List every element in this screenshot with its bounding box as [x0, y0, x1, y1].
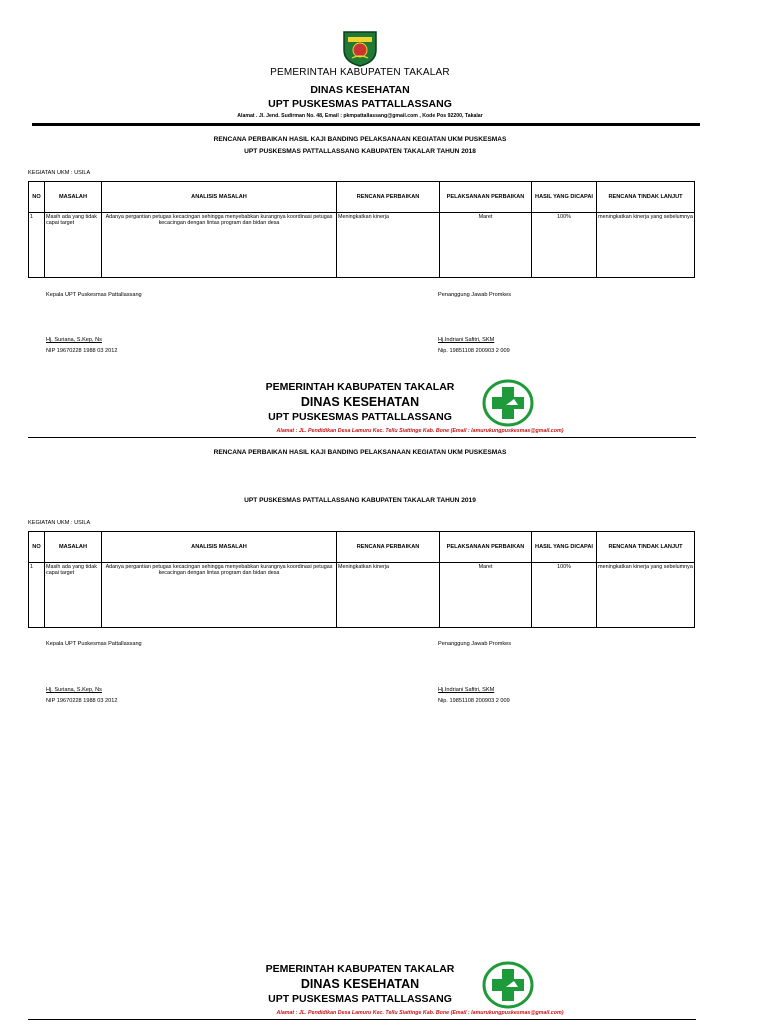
section2-kegiatan: KEGIATAN UKM : USILA	[28, 520, 91, 526]
col-pelaksanaan: PELAKSANAAN PERBAIKAN	[440, 532, 532, 563]
section1-left-name: Hj. Suriana, S.Kep, Ns	[46, 337, 102, 343]
header2-address: Alamat : JL. Pendidikan Desa Lamuru Kec. Tellu Siattinge Kab. Bone (Email : lamurukungpuskesmas@gmail.com)	[276, 428, 564, 434]
section1-title: RENCANA PERBAIKAN HASIL KAJI BANDING PELAKSANAAN KEGIATAN UKM PUSKESMAS	[213, 136, 507, 143]
cell-tindak: meningkatkan kinerja yang sebelumnya	[597, 213, 695, 278]
section2-right-nip: Nip. 19851108 200903 2 009	[438, 698, 510, 704]
col-no: NO	[29, 182, 45, 213]
cell-masalah: Masih ada yang tidak capai target	[45, 563, 102, 628]
header3-rule	[28, 1019, 696, 1020]
header1-government: PEMERINTAH KABUPATEN TAKALAR	[270, 67, 450, 78]
header2-government: PEMERINTAH KABUPATEN TAKALAR	[265, 381, 455, 393]
section2-left-nip: NIP 19670228 1988 03 2012	[46, 698, 118, 704]
col-hasil: HASIL YANG DICAPAI	[532, 182, 597, 213]
section1-subtitle: UPT PUSKESMAS PATTALLASSANG KABUPATEN TAKALAR TAHUN 2018	[244, 148, 476, 155]
col-rencana: RENCANA PERBAIKAN	[337, 532, 440, 563]
section2-left-name: Hj. Suriana, S.Kep, Ns	[46, 687, 102, 693]
table-row	[29, 563, 695, 628]
cell-rencana: Meningkatkan kinerja	[337, 213, 440, 278]
table-row	[29, 213, 695, 278]
section2-right-name: Hj.Indriani Safitri, SKM	[438, 687, 495, 693]
section1-plan-table	[28, 181, 695, 278]
section2-plan-table	[28, 531, 695, 628]
health-cross-icon	[482, 961, 534, 1009]
col-no: NO	[29, 532, 45, 563]
col-tindak: RENCANA TINDAK LANJUT	[597, 182, 695, 213]
cell-tindak: meningkatkan kinerja yang sebelumnya	[597, 563, 695, 628]
section1-right-nip: Nip. 19851108 200903 2 009	[438, 348, 510, 354]
header2-department: DINAS KESEHATAN	[300, 395, 420, 409]
section1-right-title: Penanggung Jawab Promkes	[438, 292, 512, 298]
col-pelaksanaan: PELAKSANAAN PERBAIKAN	[440, 182, 532, 213]
section2-right-title: Penanggung Jawab Promkes	[438, 641, 512, 647]
col-analisis: ANALISIS MASALAH	[102, 532, 337, 563]
header1-address: Alamat . Jl. Jend. Sudirman No. 48, Email : pkmpattallassang@gmail.com , Kode Pos 92200, Takalar	[237, 113, 483, 119]
health-cross-icon	[482, 379, 534, 427]
col-hasil: HASIL YANG DICAPAI	[532, 532, 597, 563]
header2-puskesmas: UPT PUSKESMAS PATTALLASSANG	[268, 411, 452, 423]
cell-masalah: Masih ada yang tidak capai target	[45, 213, 102, 278]
header1-rule	[32, 123, 700, 126]
cell-rencana: Meningkatkan kinerja	[337, 563, 440, 628]
cell-no: 1	[29, 563, 45, 628]
col-analisis: ANALISIS MASALAH	[102, 182, 337, 213]
section1-left-nip: NIP 19670228 1988 03 2012	[46, 348, 118, 354]
cell-analisis: Adanya pergantian petugas kecacingan sehingga menyebabkan kurangnya koordinasi petugas kecacingan dengan lintas program dan bidan desa	[102, 563, 337, 628]
header2-rule	[28, 437, 696, 438]
cell-hasil: 100%	[532, 563, 597, 628]
cell-hasil: 100%	[532, 213, 597, 278]
section2-subtitle: UPT PUSKESMAS PATTALLASSANG KABUPATEN TAKALAR TAHUN 2019	[244, 497, 476, 504]
header1-puskesmas: UPT PUSKESMAS PATTALLASSANG	[268, 98, 452, 110]
cell-analisis: Adanya pergantian petugas kecacingan sehingga menyebabkan kurangnya koordinasi petugas kecacingan dengan lintas program dan bidan desa	[102, 213, 337, 278]
section1-kegiatan: KEGIATAN UKM : USILA	[28, 170, 91, 176]
cell-no: 1	[29, 213, 45, 278]
section2-left-title: Kepala UPT Puskesmas Pattallassang	[46, 641, 142, 647]
col-rencana: RENCANA PERBAIKAN	[337, 182, 440, 213]
header3-puskesmas: UPT PUSKESMAS PATTALLASSANG	[268, 993, 452, 1005]
header3-address: Alamat : JL. Pendidikan Desa Lamuru Kec. Tellu Siattinge Kab. Bone (Email : lamurukungpuskesmas@gmail.com)	[276, 1010, 564, 1016]
cell-pelaksanaan: Maret	[440, 563, 532, 628]
section1-right-name: Hj.Indriani Safitri, SKM	[438, 337, 495, 343]
col-masalah: MASALAH	[45, 532, 102, 563]
header1-department: DINAS KESEHATAN	[310, 84, 410, 96]
cell-pelaksanaan: Maret	[440, 213, 532, 278]
col-masalah: MASALAH	[45, 182, 102, 213]
header3-department: DINAS KESEHATAN	[300, 977, 420, 991]
col-tindak: RENCANA TINDAK LANJUT	[597, 532, 695, 563]
header3-government: PEMERINTAH KABUPATEN TAKALAR	[265, 963, 455, 975]
takalar-logo-icon	[340, 28, 380, 68]
section1-left-title: Kepala UPT Puskesmas Pattallassang	[46, 292, 142, 298]
table-header-row	[29, 532, 695, 563]
table-header-row	[29, 182, 695, 213]
section2-title: RENCANA PERBAIKAN HASIL KAJI BANDING PELAKSANAAN KEGIATAN UKM PUSKESMAS	[213, 449, 507, 456]
